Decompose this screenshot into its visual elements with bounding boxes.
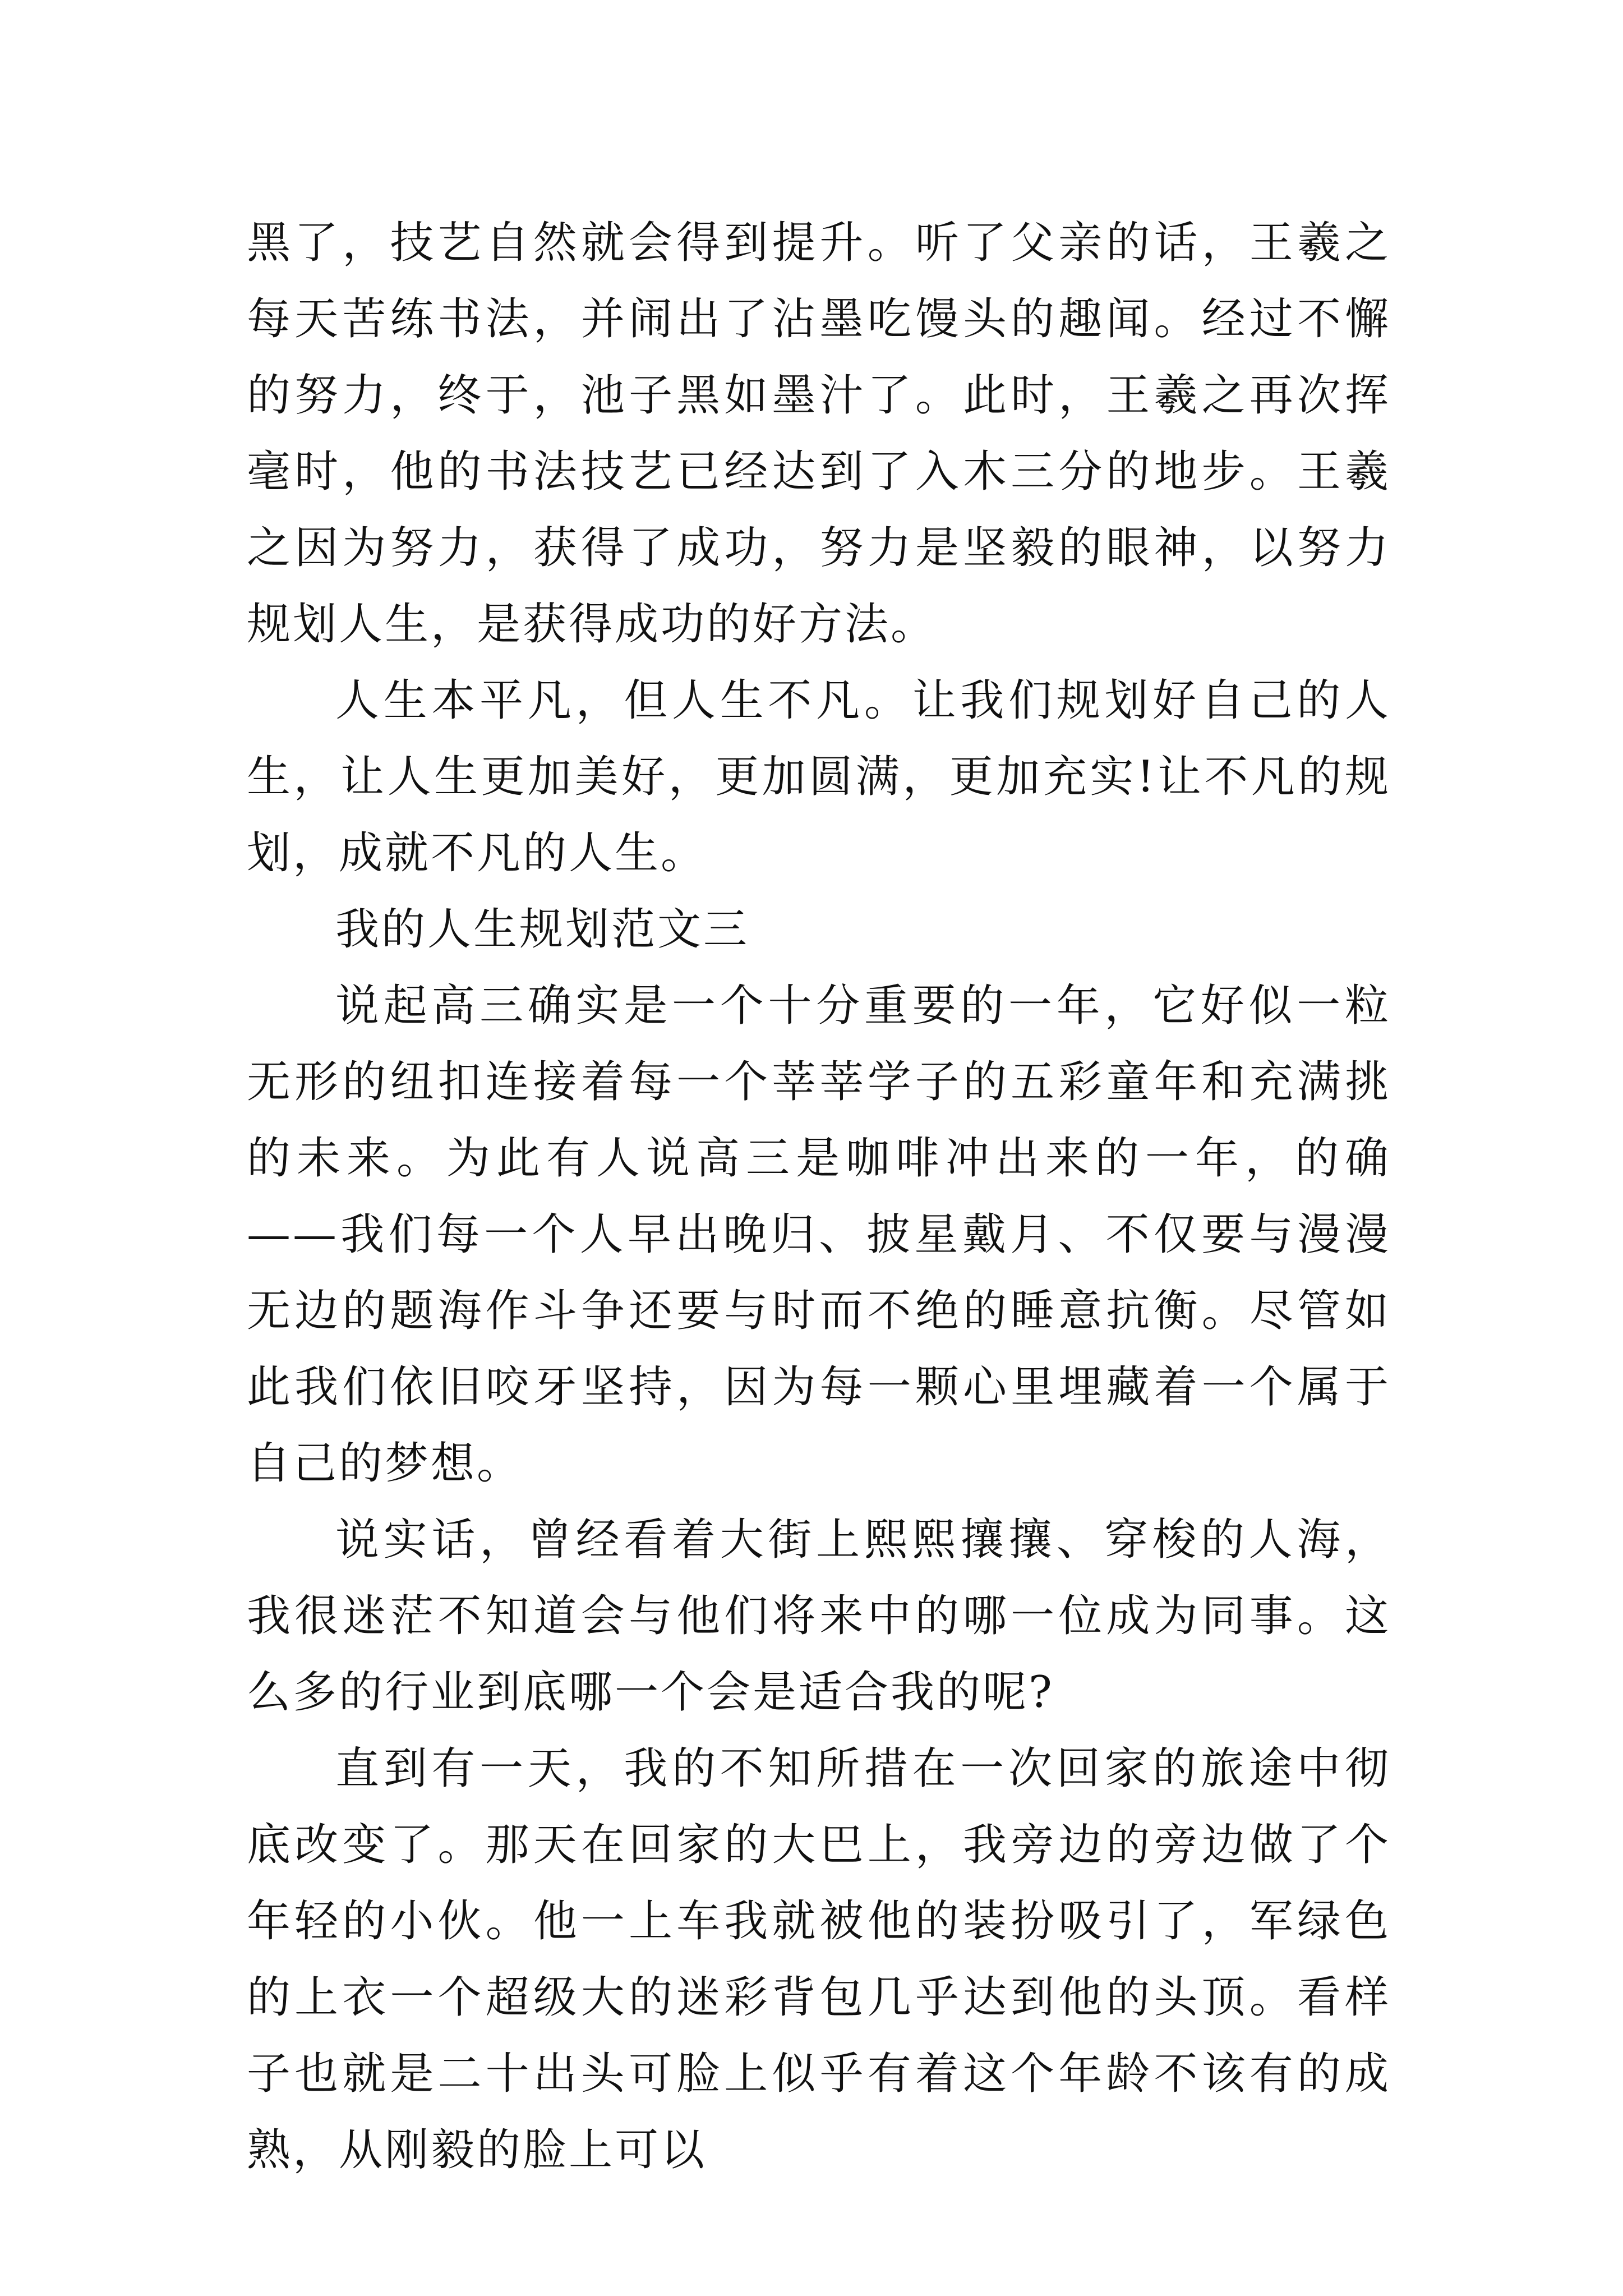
paragraph-continuation: 黑了，技艺自然就会得到提升。听了父亲的话，王羲之每天苦练书法，并闹出了沾墨吃馒头的趣闻。经过不懈的努力，终于，池子黑如墨汁了。此时，王羲之再次挥毫时，他的书法技艺已经达到了入木三分的地步。王羲之因为努力，获得了成功，努力是坚毅的眼神，以努力规划人生，是获得成功的好方法。 bbox=[247, 218, 1391, 650]
paragraph-story: 直到有一天，我的不知所措在一次回家的旅途中彻底改变了。那天在回家的大巴上，我旁边的旁边做了个年轻的小伙。他一上车我就被他的装扮吸引了，军绿色的上衣一个超级大的迷彩背包几乎达到他的头顶。看样子也就是二十出头可脸上似乎有着这个年龄不该有的成熟，从刚毅的脸上可以 bbox=[247, 1743, 1391, 2175]
paragraph-confusion: 说实话，曾经看着大街上熙熙攘攘、穿梭的人海，我很迷茫不知道会与他们将来中的哪一位成为同事。这么多的行业到底哪一个会是适合我的呢? bbox=[247, 1515, 1391, 1718]
paragraph-intro: 说起高三确实是一个十分重要的一年，它好似一粒无形的纽扣连接着每一个莘莘学子的五彩童年和充满挑的未来。为此有人说高三是咖啡冲出来的一年，的确——我们每一个人早出晚归、披星戴月、不仅要与漫漫无边的题海作斗争还要与时而不绝的睡意抗衡。尽管如此我们依旧咬牙坚持，因为每一颗心里埋藏着一个属于自己的梦想。 bbox=[247, 981, 1391, 1489]
paragraph-conclusion: 人生本平凡，但人生不凡。让我们规划好自己的人生，让人生更加美好，更加圆满，更加充实!让不凡的规划，成就不凡的人生。 bbox=[247, 675, 1391, 878]
body-text bbox=[247, 205, 1391, 2188]
section-heading: 我的人生规划范文三 bbox=[335, 904, 750, 955]
